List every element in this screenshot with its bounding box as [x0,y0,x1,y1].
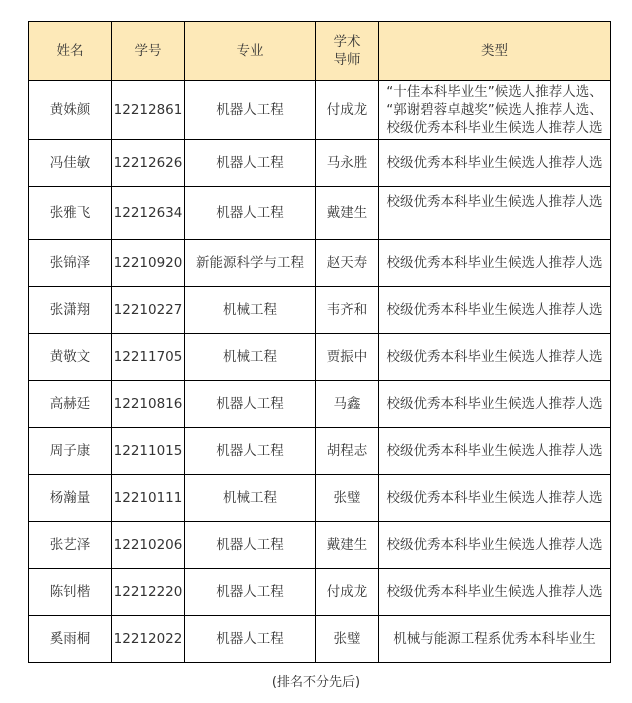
cell-type-line: 校级优秀本科毕业生候选人推荐人选 [386,120,603,136]
cell-name: 杨瀚量 [29,475,112,522]
cell-student-id: 12211705 [112,334,185,381]
table-row [29,428,611,475]
cell-name: 奚雨桐 [29,616,112,663]
cell-advisor: 马鑫 [316,381,379,428]
cell-student-id: 12210920 [112,240,185,287]
cell-name: 周子康 [29,428,112,475]
cell-advisor: 马永胜 [316,140,379,187]
table-row [29,522,611,569]
cell-type-line: “郭谢碧蓉卓越奖”候选人推荐人选、 [386,102,603,118]
cell-major: 机械工程 [185,475,316,522]
table-row [29,475,611,522]
cell-student-id: 12212220 [112,569,185,616]
cell-major: 机械工程 [185,287,316,334]
cell-name: 张雅飞 [29,187,112,240]
cell-advisor: 付成龙 [316,569,379,616]
header-major: 专业 [185,22,316,81]
cell-major: 机器人工程 [185,616,316,663]
cell-type: 机械与能源工程系优秀本科毕业生 [379,616,611,663]
cell-name: 黄敬文 [29,334,112,381]
cell-major: 机器人工程 [185,140,316,187]
cell-student-id: 12210816 [112,381,185,428]
cell-type: 校级优秀本科毕业生候选人推荐人选 [379,287,611,334]
cell-advisor: 韦齐和 [316,287,379,334]
cell-student-id: 12212861 [112,81,185,140]
table-row [29,334,611,381]
cell-student-id: 12210111 [112,475,185,522]
cell-name: 张艺泽 [29,522,112,569]
cell-name: 张潇翔 [29,287,112,334]
table-row [29,287,611,334]
header-student-id: 学号 [112,22,185,81]
cell-student-id: 12210206 [112,522,185,569]
cell-major: 机械工程 [185,334,316,381]
table-row [29,240,611,287]
cell-name: 高赫廷 [29,381,112,428]
cell-student-id: 12212634 [112,187,185,240]
header-type: 类型 [379,22,611,81]
cell-advisor: 戴建生 [316,187,379,240]
header-advisor-line2: 导师 [333,52,361,68]
cell-student-id: 12212022 [112,616,185,663]
cell-major: 机器人工程 [185,522,316,569]
cell-name: 冯佳敏 [29,140,112,187]
cell-name: 黄姝颜 [29,81,112,140]
cell-advisor: 戴建生 [316,522,379,569]
cell-type [379,81,611,140]
cell-type: 校级优秀本科毕业生候选人推荐人选 [379,475,611,522]
cell-type: 校级优秀本科毕业生候选人推荐人选 [379,334,611,381]
cell-major: 机器人工程 [185,569,316,616]
cell-type: 校级优秀本科毕业生候选人推荐人选 [379,381,611,428]
table-row [29,381,611,428]
header-name: 姓名 [29,22,112,81]
cell-type: 校级优秀本科毕业生候选人推荐人选 [379,569,611,616]
cell-type: 校级优秀本科毕业生候选人推荐人选 [379,140,611,187]
header-advisor-line1: 学术 [333,34,361,50]
cell-major: 机器人工程 [185,81,316,140]
cell-student-id: 12210227 [112,287,185,334]
cell-advisor: 赵天寿 [316,240,379,287]
cell-type-line: “十佳本科毕业生”候选人推荐人选、 [386,84,603,100]
table-row [29,616,611,663]
cell-type: 校级优秀本科毕业生候选人推荐人选 [379,522,611,569]
footnote: (排名不分先后) [271,675,361,690]
cell-name: 陈钊楷 [29,569,112,616]
cell-advisor: 张璧 [316,616,379,663]
cell-advisor: 胡程志 [316,428,379,475]
cell-advisor: 张璧 [316,475,379,522]
table-header-row [29,22,611,81]
cell-major: 机器人工程 [185,428,316,475]
table-row [29,569,611,616]
cell-name: 张锦泽 [29,240,112,287]
header-advisor [316,22,379,81]
table-row [29,81,611,140]
cell-type: 校级优秀本科毕业生候选人推荐人选 [379,240,611,287]
cell-advisor: 付成龙 [316,81,379,140]
cell-major: 新能源科学与工程 [185,240,316,287]
cell-student-id: 12212626 [112,140,185,187]
table-row [29,140,611,187]
cell-type: 校级优秀本科毕业生候选人推荐人选 [379,187,611,240]
cell-advisor: 贾振中 [316,334,379,381]
table-row [29,187,611,240]
recommendation-table [28,21,611,663]
cell-major: 机器人工程 [185,187,316,240]
cell-major: 机器人工程 [185,381,316,428]
cell-student-id: 12211015 [112,428,185,475]
cell-type: 校级优秀本科毕业生候选人推荐人选 [379,428,611,475]
